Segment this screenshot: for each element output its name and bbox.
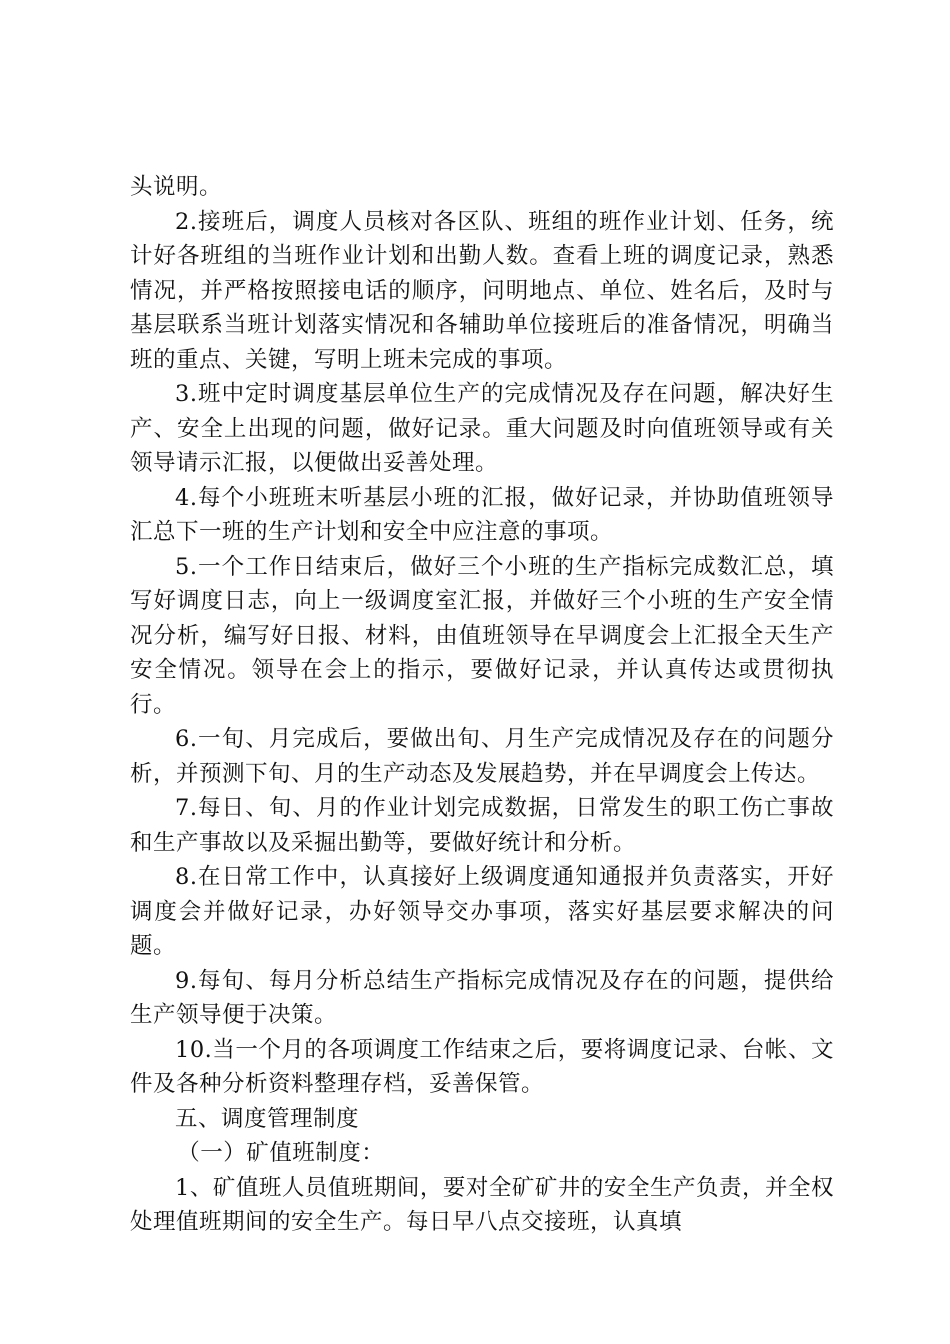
- subsection-heading: （一）矿值班制度：: [177, 1140, 385, 1166]
- paragraph-item-4: 4.每个小班班末听基层小班的汇报，做好记录，并协助值班领导汇总下一班的生产计划和安全中应注意的事项。: [130, 484, 834, 545]
- paragraph-item-2: 2.接班后，调度人员核对各区队、班组的班作业计划、任务，统计好各班组的当班作业计划和出勤人数。查看上班的调度记录，熟悉情况，并严格按照接电话的顺序，问明地点、单位、姓名后，及时与基层联系当班计划落实情况和各辅助单位接班后的准备情况，明确当班的重点、关键，写明上班未完成的事项。: [130, 208, 834, 373]
- document-page: [130, 170, 834, 1240]
- paragraph-item-6: 6.一旬、月完成后，要做出旬、月生产完成情况及存在的问题分析，并预测下旬、月的生产动态及发展趋势，并在早调度会上传达。: [130, 726, 834, 787]
- paragraph-item-10: 10.当一个月的各项调度工作结束之后，要将调度记录、台帐、文件及各种分析资料整理存档，妥善保管。: [130, 1036, 834, 1097]
- paragraph-item-7: 7.每日、旬、月的作业计划完成数据，日常发生的职工伤亡事故和生产事故以及采掘出勤等，要做好统计和分析。: [130, 795, 834, 856]
- paragraph-item-8: 8.在日常工作中，认真接好上级调度通知通报并负责落实，开好调度会并做好记录，办好领导交办事项，落实好基层要求解决的问题。: [130, 864, 834, 959]
- paragraph-item-5: 5.一个工作日结束后，做好三个小班的生产指标完成数汇总，填写好调度日志，向上一级调度室汇报，并做好三个小班的生产安全情况分析，编写好日报、材料，由值班领导在早调度会上汇报全天生产安全情况。领导在会上的指示，要做好记录，并认真传达或贯彻执行。: [130, 553, 834, 718]
- section-heading: 五、调度管理制度: [175, 1105, 360, 1132]
- paragraph-duty-rule-1: 1、矿值班人员值班期间，要对全矿矿井的安全生产负责，并全权处理值班期间的安全生产。每日早八点交接班，认真填: [130, 1174, 834, 1235]
- paragraph-item-3: 3.班中定时调度基层单位生产的完成情况及存在问题，解决好生产、安全上出现的问题，做好记录。重大问题及时向值班领导或有关领导请示汇报，以便做出妥善处理。: [130, 381, 834, 476]
- paragraph-item-9: 9.每旬、每月分析总结生产指标完成情况及存在的问题，提供给生产领导便于决策。: [130, 967, 834, 1028]
- paragraph-continuation: 头说明。: [130, 174, 223, 200]
